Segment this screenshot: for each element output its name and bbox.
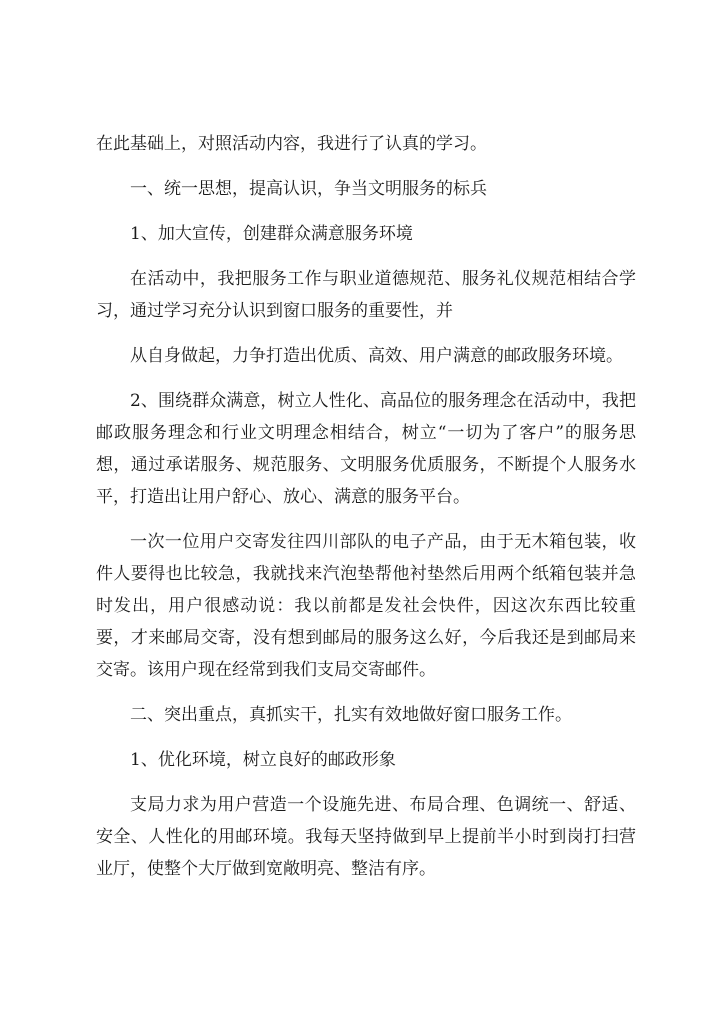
heading-section-1: 一、统一思想，提高认识，争当文明服务的标兵 [130, 179, 487, 199]
paragraph-intro: 在此基础上，对照活动内容，我进行了认真的学习。 [96, 134, 487, 154]
paragraph-activity: 在活动中，我把服务工作与职业道德规范、服务礼仪规范相结合学习，通过学习充分认识到窗口服务的重要性，并 [96, 269, 636, 321]
paragraph-environment: 支局力求为用户营造一个设施先进、布局合理、色调统一、舒适、安全、人性化的用邮环境。我每天坚持做到早上提前半小时到岗打扫营业厅，使整个大厅做到宽敞明亮、整洁有序。 [96, 795, 636, 879]
paragraph-self-start: 从自身做起，力争打造出优质、高效、用户满意的邮政服务环境。 [130, 346, 623, 366]
document-body [96, 128, 636, 898]
paragraph-example: 一次一位用户交寄发往四川部队的电子产品，由于无木箱包装，收件人要得也比较急，我就找来汽泡垫帮他衬垫然后用两个纸箱包装并急时发出，用户很感动说：我以前都是发社会快件，因这次东西比较重要，才来邮局交寄，没有想到邮局的服务这么好，今后我还是到邮局来交寄。该用户现在经常到我们支局交寄邮件。 [96, 532, 636, 680]
subheading-1-1: 1、加大宣传，创建群众满意服务环境 [130, 224, 413, 244]
subheading-1-2-paragraph: 2、围绕群众满意，树立人性化、高品位的服务理念在活动中，我把邮政服务理念和行业文明理念相结合，树立“一切为了客户”的服务思想，通过承诺服务、规范服务、文明服务优质服务，不断提个人服务水平，打造出让用户舒心、放心、满意的服务平台。 [96, 391, 636, 507]
heading-section-2: 二、突出重点，真抓实干，扎实有效地做好窗口服务工作。 [130, 705, 572, 725]
subheading-2-1: 1、优化环境，树立良好的邮政形象 [130, 750, 396, 770]
